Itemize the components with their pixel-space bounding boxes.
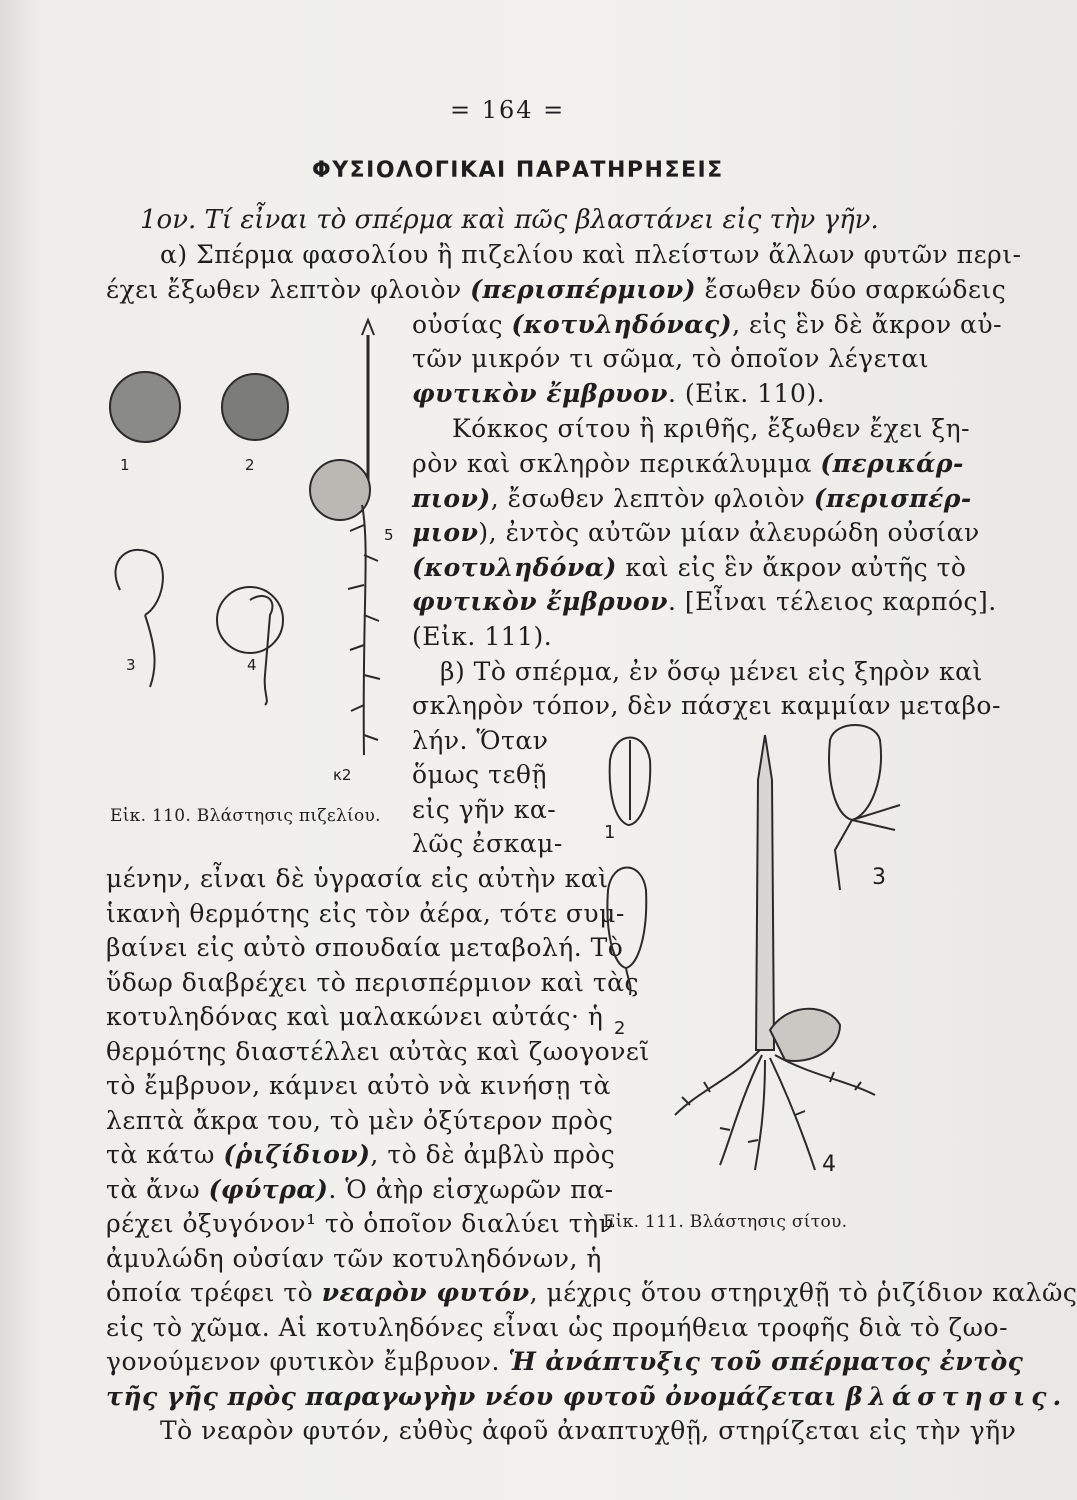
page-number: = 164 =: [450, 96, 566, 124]
term-radicle: (ῥιζίδιον): [223, 1140, 371, 1169]
text-line: θερμότης διαστέλλει αὐτὰς καὶ ζωογονεῖ: [106, 1037, 650, 1066]
pea-seed-3: [115, 550, 162, 687]
text-line: τῆς γῆς πρὸς παραγωγὴν νέου φυτοῦ ὀνομάζεται βλάστησις.: [106, 1382, 1062, 1411]
term-plumule: (φύτρα): [208, 1175, 329, 1204]
text-line: ὁποία τρέφει τὸ νεαρὸν φυτόν, μέχρις ὅτου στηριχθῇ τὸ ῥιζίδιον καλῶς: [106, 1278, 1077, 1307]
term-cotyledons: (κοτυληδόνας): [511, 310, 733, 339]
figure-110-pea-germination: [100, 315, 410, 795]
section-heading: ΦΥΣΙΟΛΟΓΙΚΑΙ ΠΑΡΑΤΗΡΗΣΕΙΣ: [312, 158, 724, 183]
figure-110-label-2: 2: [245, 456, 255, 474]
text-line: τὸ ἔμβρυον, κάμνει αὐτὸ νὰ κινήσῃ τὰ: [106, 1071, 611, 1100]
text-line: εἰς γῆν κα-: [412, 795, 557, 824]
figure-111-label-1: 1: [604, 822, 616, 843]
text-line: φυτικὸν ἔμβρυον. (Εἰκ. 110).: [412, 379, 826, 408]
text-line: α) Σπέρμα φασολίου ἢ πιζελίου καὶ πλείστων ἄλλων φυτῶν περι-: [160, 240, 1022, 269]
text-line: Τὸ νεαρὸν φυτόν, εὐθὺς ἀφοῦ ἀναπτυχθῇ, στηρίζεται εἰς τὴν γῆν: [160, 1416, 1017, 1445]
figure-110-label-3: 3: [126, 656, 136, 674]
term-embryo: φυτικὸν ἔμβρυον: [412, 379, 668, 408]
figure-110-label-4: 4: [247, 656, 257, 674]
figure-110-label-1: 1: [120, 456, 130, 474]
text-line: λεπτὰ ἄκρα του, τὸ μὲν ὀξύτερον πρὸς: [106, 1106, 614, 1135]
question-title: 1ον. Τί εἶναι τὸ σπέρμα καὶ πῶς βλαστάνει εἰς τὴν γῆν.: [140, 205, 879, 235]
text-line: πιον), ἔσωθεν λεπτὸν φλοιὸν (περισπέρ-: [412, 484, 972, 513]
figure-110-label-k2: κ2: [333, 766, 352, 784]
text-line: οὐσίας (κοτυληδόνας), εἰς ἓν δὲ ἄκρον αὐ-: [412, 310, 1003, 339]
term-germination: βλάστησις: [845, 1382, 1053, 1411]
text-line: λήν. Ὅταν: [412, 726, 549, 755]
text-line: (κοτυληδόνα) καὶ εἰς ἓν ἄκρον αὐτῆς τὸ: [412, 553, 967, 582]
text-line: ρέχει ὀξυγόνον¹ τὸ ὁποῖον διαλύει τὴν: [106, 1209, 615, 1238]
wheat-grain-2: [607, 868, 646, 996]
text-line: ὕδωρ διαβρέχει τὸ περισπέρμιον καὶ τὰς: [106, 968, 640, 997]
figure-111-caption: Εἰκ. 111. Βλάστησις σίτου.: [603, 1212, 848, 1232]
text-line: β) Τὸ σπέρμα, ἐν ὅσῳ μένει εἰς ξηρὸν καὶ: [440, 657, 983, 686]
text-line: (Εἰκ. 111).: [412, 622, 553, 651]
figure-110-label-5: 5: [384, 526, 394, 544]
wheat-seedling-4: [675, 735, 875, 1170]
text-line: ρὸν καὶ σκληρὸν περικάλυμμα (περικάρ-: [412, 449, 964, 478]
figure-110-caption: Εἰκ. 110. Βλάστησις πιζελίου.: [110, 806, 381, 826]
wheat-grain-3: [829, 725, 900, 890]
text-line: φυτικὸν ἔμβρυον. [Εἶναι τέλειος καρπός].: [412, 587, 997, 616]
text-line: ἱκανὴ θερμότης εἰς τὸν ἀέρα, τότε συμ-: [106, 899, 625, 928]
figure-111-label-2: 2: [614, 1018, 626, 1039]
term-perisperm: (περισπέρμιον): [470, 275, 697, 304]
text-line: βαίνει εἰς αὐτὸ σπουδαία μεταβολή. Τὸ: [106, 933, 624, 962]
pea-seed-1: [110, 372, 180, 442]
term-pericarp: (περικάρ-: [820, 449, 964, 478]
pea-seedling-5: [310, 320, 380, 755]
text-line: Κόκκος σίτου ἢ κριθῆς, ἔξωθεν ἔχει ξη-: [452, 414, 971, 443]
figure-111-label-4: 4: [822, 1152, 836, 1177]
text-line: σκληρὸν τόπον, δὲν πάσχει καμμίαν μεταβο-: [412, 691, 1001, 720]
text-line: μιον), ἐντὸς αὐτῶν μίαν ἀλευρώδη οὐσίαν: [412, 518, 980, 547]
text-line: ὅμως τεθῇ: [412, 760, 547, 789]
wheat-grain-1: [610, 738, 651, 826]
term-young-plant: νεαρὸν φυτόν: [321, 1278, 530, 1307]
text-line: τὰ κάτω (ῥιζίδιον), τὸ δὲ ἀμβλὺ πρὸς: [106, 1140, 616, 1169]
text-line: λῶς ἐσκαμ-: [412, 829, 563, 858]
text-line: κοτυληδόνας καὶ μαλακώνει αὐτάς· ἡ: [106, 1002, 604, 1031]
text-line: γονούμενον φυτικὸν ἔμβρυον. Ἡ ἀνάπτυξις τοῦ σπέρματος ἐντὸς: [106, 1347, 1024, 1376]
figure-111-label-3: 3: [872, 865, 886, 890]
text-line: τὰ ἄνω (φύτρα). Ὁ ἀὴρ εἰσχωρῶν πα-: [106, 1175, 614, 1204]
pea-seed-4: [217, 587, 283, 705]
text-line: μένην, εἶναι δὲ ὑγρασία εἰς αὐτὴν καὶ: [106, 864, 609, 893]
text-line: ἀμυλώδη οὐσίαν τῶν κοτυληδόνων, ἡ: [106, 1244, 602, 1273]
text-line: έχει ἔξωθεν λεπτὸν φλοιὸν (περισπέρμιον) ἔσωθεν δύο σαρκώδεις: [106, 275, 1007, 304]
text-line: τῶν μικρόν τι σῶμα, τὸ ὁποῖον λέγεται: [412, 344, 930, 373]
figure-111-wheat-germination: [590, 720, 950, 1200]
text-line: εἰς τὸ χῶμα. Αἱ κοτυληδόνες εἶναι ὡς προμήθεια τροφῆς διὰ τὸ ζωο-: [106, 1313, 1009, 1342]
pea-seed-2: [222, 374, 288, 440]
definition-sentence: Ἡ ἀνάπτυξις τοῦ σπέρματος ἐντὸς: [508, 1347, 1024, 1376]
